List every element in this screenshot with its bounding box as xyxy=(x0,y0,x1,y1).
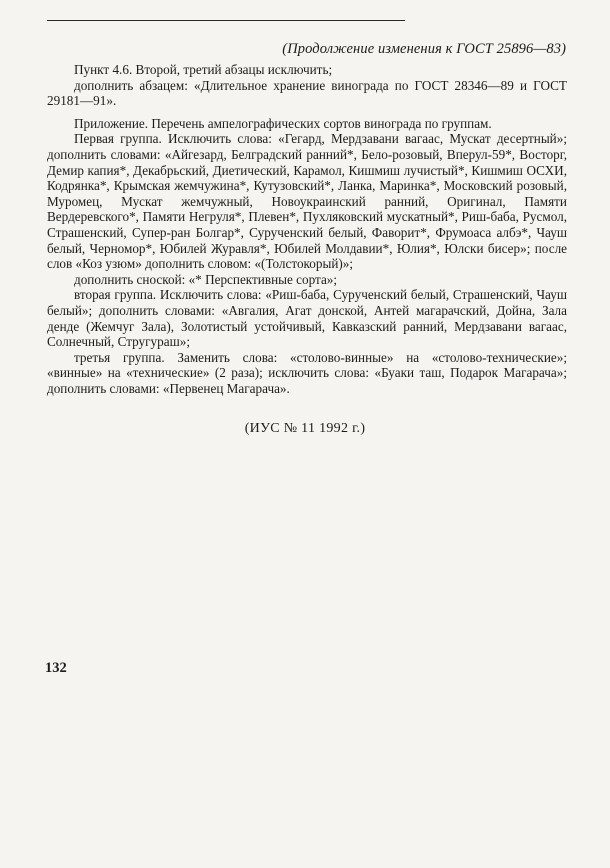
paragraph-footnote: дополнить сноской: «* Перспективные сорта»; xyxy=(74,271,338,287)
paragraph-first-group: Первая группа. Исключить слова: «Гегард, Мердзавани вагаас, Мускат десертный»; дополнить словами: «Айгезард, Белградский ранний*, Бело-розовый, Вперул-59*, Восторг, Демир капия*, Декабрьский, Диетический, Карамол, Кишмиш лучистый*, Кишмиш ОСХИ, Кодрянка*, Крымская жемчужина*, Кутузовский*, Ланка, Маринка*, Московский розовый, Муромец, Мускат жемчужный, Новоукраинский ранний, Оригинал, Памяти Вердеревского*, Памяти Негруля*, Плевен*, Пухляковский мускатный*, Риш-баба, Русмол, Страшенский, Супер-ран Болгар*, Сурученский белый, Фаворит*, Фрумоаса албэ*, Чауш белый, Черномор*, Юбилей Журавля*, Юбилей Молдавии*, Юлия*, Юлски бисер»; после слов «Коз узюм» дополнить словом: «(Толстокорый)»; xyxy=(47,131,567,272)
continuation-note: (Продолжение изменения к ГОСТ 25896—83) xyxy=(282,41,566,57)
amendment-text xyxy=(47,62,567,396)
page-number: 132 xyxy=(45,660,67,676)
top-rule xyxy=(47,20,405,21)
paragraph-add-storage: дополнить абзацем: «Длительное хранение винограда по ГОСТ 28346—89 и ГОСТ 29181—91». xyxy=(47,77,567,109)
paragraph-second-group: вторая группа. Исключить слова: «Риш-баба, Сурученский белый, Страшенский, Чауш белый»; дополнить словами: «Авгалия, Агат донской, Антей магарачский, Дойна, Зала денде (Жемчуг Зала), Золотистый устойчивый, Кавказский ранний, Мердзавани вагаас, Солнечный, Стругураш»; xyxy=(47,287,567,350)
paragraph-appendix: Приложение. Перечень ампелографических сортов винограда по группам. xyxy=(74,115,492,131)
paragraph-item-4-6: Пункт 4.6. Второй, третий абзацы исключить; xyxy=(74,62,333,77)
ius-signature: (ИУС № 11 1992 г.) xyxy=(244,421,366,436)
paragraph-third-group: третья группа. Заменить слова: «столово-винные» на «столово-технические»; «винные» на «технические» (2 раза); исключить слова: «Буаки таш, Подарок Магарача»; дополнить словами: «Первенец Магарача». xyxy=(47,349,567,396)
